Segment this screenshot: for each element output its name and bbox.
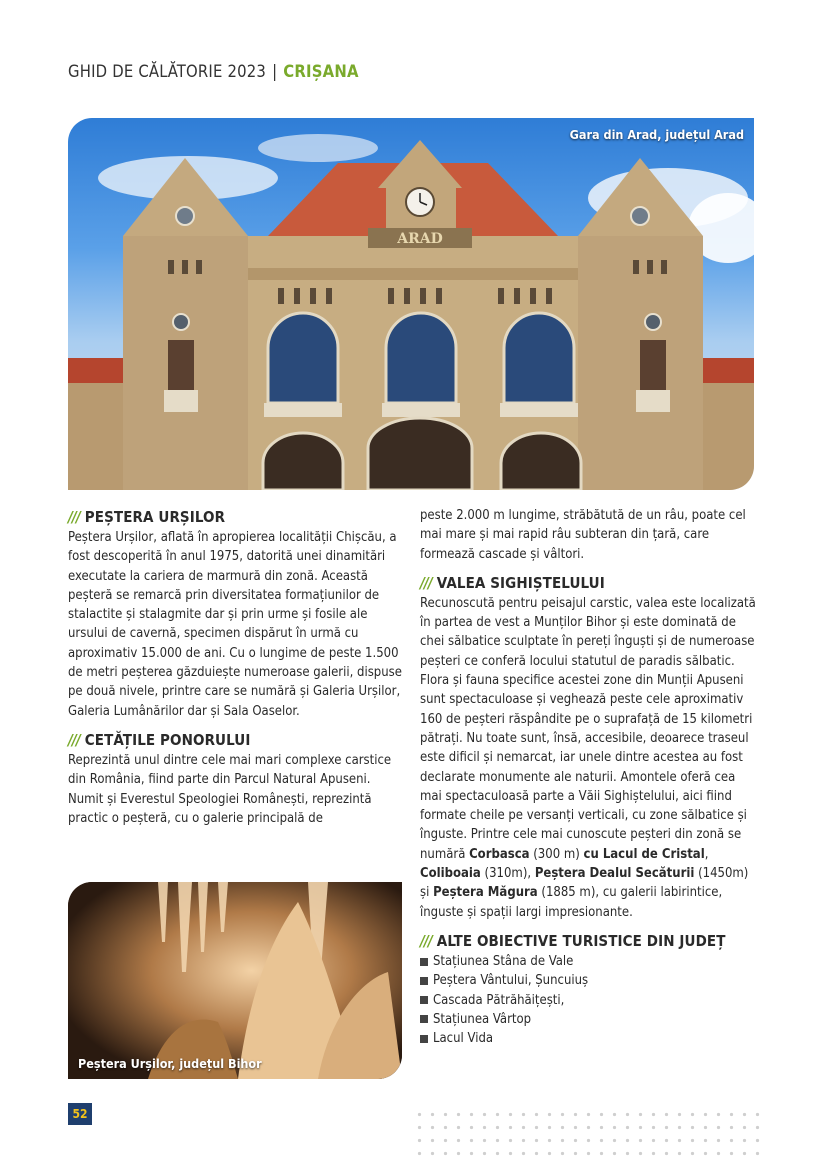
square-bullet-icon: [420, 977, 428, 985]
guide-title: GHID DE CĂLĂTORIE 2023: [68, 62, 267, 81]
attractions-list: [420, 952, 758, 1048]
square-bullet-icon: [420, 996, 428, 1004]
section-heading: [68, 506, 403, 528]
heading-text: CETĂȚILE PONORULUI: [84, 730, 251, 749]
triple-slash-icon: ///: [420, 931, 432, 950]
list-item: Stațiunea Stâna de Vale: [420, 952, 758, 971]
station-illustration: [68, 118, 754, 490]
section-heading: [420, 930, 758, 952]
cave-name: Peștera Dealul Secăturii: [534, 866, 695, 882]
section-body: Reprezintă unul dintre cele mai mari complexe carstice din România, fiind parte din Parcul Natural Apuseni. Numit și Everestul Speologiei Românești, reprezintă practic o peșteră, cu o galerie principală de: [68, 752, 392, 826]
arad-station-photo: [68, 118, 754, 490]
cave-illustration: [68, 882, 402, 1079]
cave-name: Peștera Măgura: [433, 885, 538, 901]
heading-text: VALEA SIGHIȘTELULUI: [436, 573, 605, 592]
section-heading: [420, 572, 758, 594]
list-item: Cascada Pătrăhăițești,: [420, 991, 758, 1010]
dot-pattern-decoration: [413, 1108, 765, 1158]
photo-caption: Peștera Urșilor, județul Bihor: [78, 1056, 262, 1071]
list-item: Lacul Vida: [420, 1029, 758, 1048]
square-bullet-icon: [420, 1015, 428, 1023]
heading-text: PEȘTERA URȘILOR: [84, 508, 226, 526]
list-item: Stațiunea Vârtop: [420, 1010, 758, 1029]
cave-name: Corbasca: [469, 846, 530, 862]
heading-text: ALTE OBIECTIVE TURISTICE DIN JUDEȚ: [436, 931, 726, 950]
left-column: [68, 506, 403, 828]
cave-name: Coliboaia: [420, 866, 481, 882]
list-item: Peștera Vântului, Șuncuiuș: [420, 971, 758, 990]
triple-slash-icon: ///: [420, 573, 432, 592]
cave-name: cu Lacul de Cristal: [583, 846, 705, 862]
section-body: Peștera Urșilor, aflată în apropierea localității Chișcău, a fost descoperită în anul 1975, datorită unei dinamitări executate la cariera de marmură din zonă. Această peșteră se remarcă prin diversitatea formațiunilor de stalactite și stalagmite dar și prin urme și fosile ale ursului de cavernă, specimen dispărut în urmă cu aproximativ 15.000 de ani. Cu o lungime de peste 1.500 de metri peșterea găzduiește numeroase galerii, dispuse pe două nivele, printre care se numără și Galeria Urșilor, Galeria Lumânărilor dar și Sala Oaselor.: [68, 530, 402, 719]
section-body-continued: peste 2.000 m lungime, străbătută de un râu, poate cel mai mare și mai rapid râu subteran din țară, care formează cascade și vâltori.: [420, 508, 746, 562]
station-sign: ARAD: [397, 231, 443, 247]
right-column: [420, 506, 758, 1048]
triple-slash-icon: ///: [68, 730, 80, 749]
page-number: 52: [68, 1103, 92, 1125]
running-header: [68, 62, 359, 81]
photo-caption: Gara din Arad, județul Arad: [569, 127, 744, 142]
region-name: CRIȘANA: [283, 62, 359, 81]
section-heading: [68, 729, 403, 751]
section-body: Recunoscută pentru peisajul carstic, valea este localizată în partea de vest a Munților Bihor și este dominată de chei sălbatice sculptate în pereți înguști și de numeroase peșteri ce conferă locului statutul de paradis sălbatic. Flora și fauna specifice acestei zone din Munții Apuseni sunt spectaculoase și veghează peste cele aproximativ 160 de peșteri răspândite pe o suprafață de 15 kilometri pătrați. Nu toate sunt, însă, accesibile, deoarece traseul este dificil și nemarcat, iar unele dintre acestea au fost declarate monumente ale naturii. Amontele oferă cea mai spectaculoasă parte a Văii Sighiștelului, aici fiind formate cheile pe versanți verticali, cu zone sălbatice și înguste. Printre cele mai cunoscute peșteri din zonă se numără Corbasca (300 m) cu Lacul de Cristal, Coliboaia (310m), Peștera Dealul Secăturii (1450m) și Peștera Măgura (1885 m), cu galerii labirintice, înguste și spații largi impresionante.: [420, 595, 756, 920]
square-bullet-icon: [420, 1035, 428, 1043]
square-bullet-icon: [420, 958, 428, 966]
header-separator: |: [272, 62, 278, 81]
triple-slash-icon: ///: [68, 508, 80, 526]
cave-photo: [68, 882, 402, 1079]
